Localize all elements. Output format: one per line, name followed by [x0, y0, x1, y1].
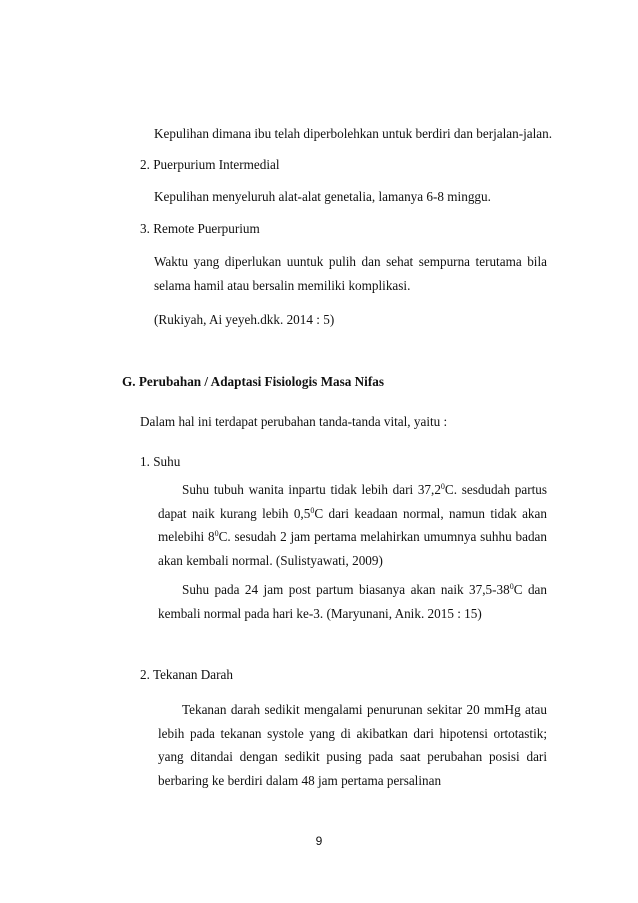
intro-tanda-vital: Dalam hal ini terdapat perubahan tanda-tanda vital, yaitu : — [140, 414, 448, 429]
degree-sup-3: 0 — [214, 529, 219, 538]
paragraph-waktu-pulih-text: Waktu yang diperlukan uuntuk pulih dan sehat sempurna terutama bila selama hamil atau bersalin memiliki komplikasi. — [154, 254, 547, 293]
suhu-text-c: C dari keadaan normal, namun tidak akan melebihi 8 — [158, 505, 547, 544]
paragraph-kepulihan-dini: Kepulihan dimana ibu telah diperbolehkan untuk berdiri dan berjalan-jalan. — [154, 126, 553, 141]
suhu2-text-a: Suhu pada 24 jam post partum biasanya akan naik 37,5-38 — [182, 582, 510, 597]
suhu2-text-b: C dan kembali normal pada hari ke-3. (Maryunani, Anik. 2015 : 15) — [158, 582, 548, 621]
paragraph-tekanan-darah-text — [158, 698, 547, 792]
list-item-puerpurium-intermedial: 2. Puerpurium Intermedial — [140, 157, 280, 172]
paragraph-suhu-1 — [158, 478, 547, 572]
paragraph-kepulihan-menyeluruh: Kepulihan menyeluruh alat-alat genetalia, lamanya 6-8 minggu. — [154, 189, 491, 204]
suhu-text-a: Suhu tubuh wanita inpartu tidak lebih dari 37,2 — [182, 482, 441, 497]
paragraph-suhu-1-text — [158, 478, 547, 572]
list-item-remote-puerpurium: 3. Remote Puerpurium — [140, 221, 260, 236]
suhu-text-b: C. sesdudah partus dapat naik kurang lebih 0,5 — [158, 482, 547, 521]
subheading-tekanan-darah: 2. Tekanan Darah — [140, 667, 233, 682]
paragraph-suhu-2-text — [158, 578, 547, 625]
degree-sup-4: 0 — [509, 582, 514, 591]
paragraph-waktu-pulih — [154, 250, 547, 297]
td-text: Tekanan darah sedikit mengalami penurunan sekitar 20 mmHg atau lebih pada tekanan systole yang di akibatkan dari hipotensi ortotastik; yang ditandai dengan sedikit pusing pada saat perubahan posisi dari berbaring ke berdiri dalam 48 jam pertama persalinan — [158, 702, 547, 788]
page-number: 9 — [315, 834, 323, 848]
section-heading-g: G. Perubahan / Adaptasi Fisiologis Masa Nifas — [122, 374, 384, 389]
subheading-suhu: 1. Suhu — [140, 454, 181, 469]
suhu-text-d: C. sesudah 2 jam pertama melahirkan umumnya suhhu badan akan kembali normal. (Sulistyawati, 2009) — [158, 529, 547, 568]
degree-sup-2: 0 — [310, 505, 315, 515]
degree-sup-1: 0 — [440, 482, 445, 491]
paragraph-tekanan-darah — [158, 698, 547, 792]
paragraph-suhu-2 — [158, 578, 547, 625]
citation-rukiyah: (Rukiyah, Ai yeyeh.dkk. 2014 : 5) — [154, 312, 335, 327]
